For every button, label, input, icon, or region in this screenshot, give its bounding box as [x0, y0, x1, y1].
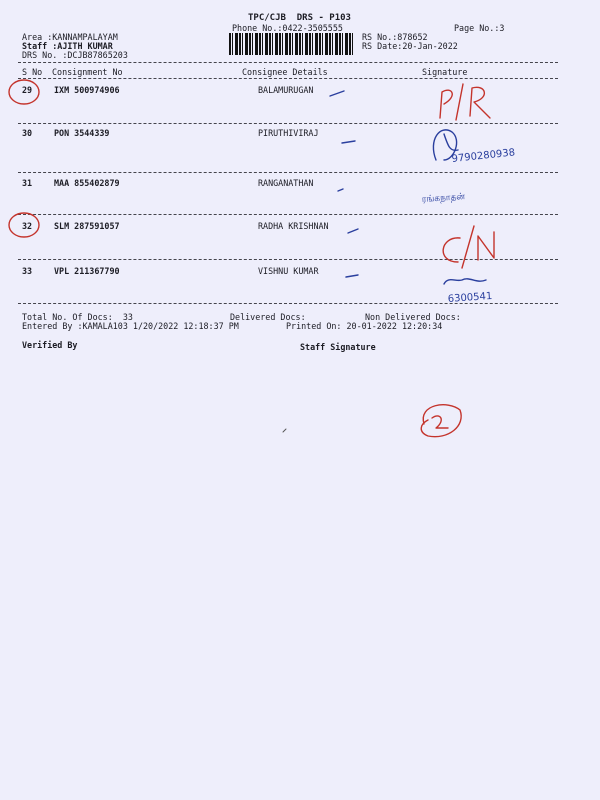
circled-number-mark [421, 405, 461, 437]
row-consignee: PIRUTHIVIRAJ [258, 128, 319, 138]
staff-signature-label: Staff Signature [300, 342, 376, 352]
page-number: Page No.:3 [454, 23, 505, 33]
drs-number: DRS No. :DCJB87865203 [22, 50, 128, 60]
red-circle-29 [9, 80, 39, 104]
column-header-sno: S No [22, 67, 43, 77]
phone-number: Phone No.:0422-3505555 [232, 23, 343, 33]
row33-phone: 6300541 [447, 290, 493, 305]
signature-row33 [444, 279, 486, 284]
rs-date: RS Date:20-Jan-2022 [362, 41, 458, 51]
row-sno: 29 [22, 85, 33, 95]
row-consignee: BALAMURUGAN [258, 85, 314, 95]
row-consignee: RANGANATHAN [258, 178, 314, 188]
printed-on: Printed On: 20-01-2022 12:20:34 [286, 321, 443, 331]
row-sno: 33 [22, 266, 33, 276]
row-consignee: RADHA KRISHNAN [258, 221, 329, 231]
column-header-signature: Signature [422, 67, 468, 77]
row-consignee: VISHNU KUMAR [258, 266, 319, 276]
staff-label: Staff :AJITH KUMAR [22, 41, 113, 51]
row-consignment: VPL 211367790 [54, 266, 120, 276]
row-consignment: MAA 855402879 [54, 178, 120, 188]
entered-by: Entered By :KAMALA103 1/20/2022 12:18:37 PM [22, 321, 239, 331]
column-header-consignment: Consignment No [52, 67, 123, 77]
row-sno: 32 [22, 221, 33, 231]
row31-note: ரங்கநாதன் [421, 191, 466, 205]
report-title: TPC/CJB DRS - P103 [248, 13, 351, 23]
red-circle-32 [9, 213, 39, 237]
column-header-consignee: Consignee Details [242, 67, 328, 77]
rs-number: RS No.:878652 [362, 32, 428, 42]
row-consignment: IXM 500974906 [54, 85, 120, 95]
row-sno: 31 [22, 178, 33, 188]
pr-mark [440, 84, 490, 120]
row30-phone: 9790280938 [451, 147, 516, 165]
non-delivered-docs: Non Delivered Docs: [365, 312, 461, 322]
tick-marks [330, 91, 358, 277]
verified-by: Verified By [22, 340, 78, 350]
row-consignment: SLM 287591057 [54, 221, 120, 231]
stray-mark [283, 429, 286, 432]
cn-mark [443, 226, 494, 268]
area-label: Area :KANNAMPALAYAM [22, 32, 118, 42]
total-docs: Total No. Of Docs: 33 [22, 312, 133, 322]
row-consignment: PON 3544339 [54, 128, 110, 138]
row-sno: 30 [22, 128, 33, 138]
delivered-docs: Delivered Docs: [230, 312, 306, 322]
